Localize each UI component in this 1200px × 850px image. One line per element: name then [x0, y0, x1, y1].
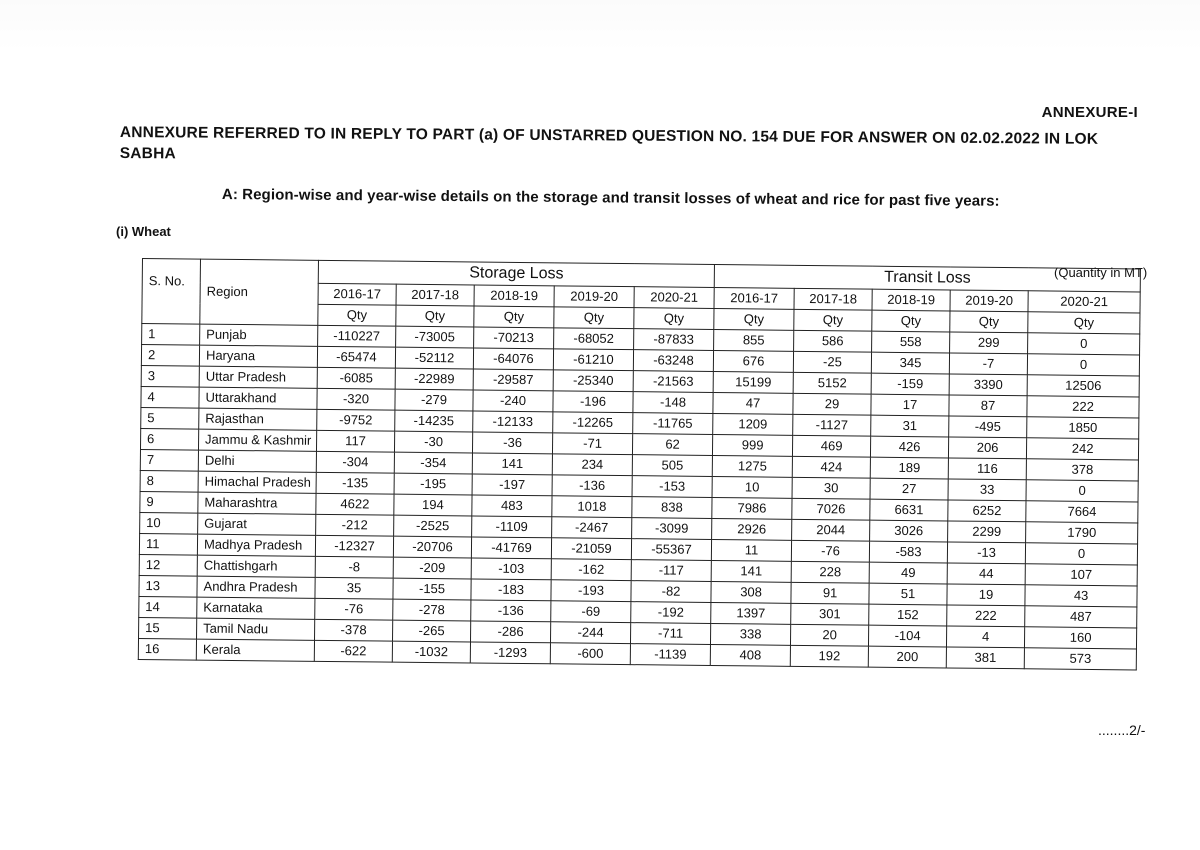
transit-loss-cell: 206: [949, 437, 1027, 459]
storage-loss-cell: -286: [470, 621, 550, 643]
transit-loss-cell: 3390: [949, 374, 1027, 396]
storage-loss-cell: -162: [551, 559, 631, 581]
storage-loss-cell: -148: [633, 392, 713, 414]
transit-loss-cell: 10: [712, 476, 792, 498]
storage-loss-cell: -14235: [395, 410, 473, 432]
transit-loss-cell: 1790: [1026, 522, 1138, 544]
transit-loss-cell: 1275: [712, 455, 792, 477]
storage-loss-cell: 234: [552, 454, 632, 476]
storage-loss-cell: -110227: [318, 325, 396, 347]
transit-loss-cell: 7986: [712, 497, 792, 519]
storage-loss-cell: -212: [316, 514, 394, 536]
region-cell: Chattishgarh: [197, 555, 315, 577]
region-cell: Kerala: [196, 639, 314, 661]
storage-loss-cell: -103: [471, 558, 551, 580]
storage-loss-cell: -195: [394, 473, 472, 495]
transit-loss-cell: 15199: [713, 371, 793, 393]
storage-qty-header: Qty: [554, 307, 634, 329]
storage-loss-cell: 35: [315, 577, 393, 599]
region-cell: Maharashtra: [198, 492, 316, 514]
storage-loss-cell: -278: [393, 599, 471, 621]
transit-loss-cell: -25: [793, 351, 871, 373]
storage-year-header: 2018-19: [474, 285, 554, 307]
transit-loss-cell: -13: [947, 542, 1025, 564]
page-continuation: ........2/-: [1098, 722, 1146, 738]
annexure-tag: ANNEXURE-I: [1041, 104, 1138, 121]
transit-loss-cell: 4: [947, 626, 1025, 648]
section-subheading: A: Region-wise and year-wise details on the storage and transit losses of wheat and rice for past five years:: [221, 186, 1000, 210]
storage-loss-cell: -1293: [470, 642, 550, 664]
transit-loss-cell: 141: [711, 560, 791, 582]
transit-loss-cell: 378: [1026, 459, 1138, 481]
storage-loss-cell: -41769: [471, 537, 551, 559]
transit-loss-cell: 107: [1025, 564, 1137, 586]
transit-qty-header: Qty: [950, 311, 1028, 333]
storage-loss-cell: -25340: [553, 370, 633, 392]
region-cell: Gujarat: [198, 513, 316, 535]
transit-loss-cell: -583: [869, 541, 947, 563]
sno-header: S. No.: [142, 259, 201, 325]
storage-loss-cell: 4622: [316, 493, 394, 515]
transit-loss-cell: 242: [1027, 438, 1139, 460]
transit-loss-cell: 1850: [1027, 417, 1139, 439]
transit-loss-cell: 91: [791, 582, 869, 604]
storage-loss-cell: -73005: [396, 326, 474, 348]
storage-qty-header: Qty: [396, 305, 474, 327]
sno-cell: 15: [139, 617, 197, 639]
storage-loss-cell: -136: [471, 600, 551, 622]
sno-cell: 8: [140, 470, 198, 492]
storage-loss-cell: -320: [317, 388, 395, 410]
transit-loss-cell: 20: [791, 624, 869, 646]
region-cell: Punjab: [200, 324, 318, 346]
storage-loss-cell: -68052: [554, 328, 634, 350]
transit-loss-cell: 308: [711, 581, 791, 603]
transit-loss-cell: 12506: [1027, 375, 1139, 397]
storage-loss-cell: -61210: [553, 349, 633, 371]
storage-loss-cell: -36: [472, 432, 552, 454]
transit-loss-cell: 152: [869, 604, 947, 626]
sno-cell: 16: [138, 638, 196, 660]
storage-qty-header: Qty: [634, 308, 714, 330]
storage-qty-header: Qty: [474, 306, 554, 328]
sno-cell: 1: [142, 324, 200, 346]
sno-cell: 14: [139, 596, 197, 618]
storage-year-header: 2019-20: [554, 286, 634, 308]
storage-loss-cell: -622: [314, 640, 392, 662]
storage-loss-cell: -1139: [630, 644, 710, 666]
transit-loss-cell: 0: [1028, 333, 1140, 355]
storage-loss-cell: 838: [632, 497, 712, 519]
storage-loss-cell: -29587: [473, 369, 553, 391]
storage-loss-cell: -279: [395, 389, 473, 411]
storage-loss-cell: 194: [394, 494, 472, 516]
storage-loss-cell: -76: [315, 598, 393, 620]
storage-loss-header: Storage Loss: [318, 260, 714, 287]
sno-cell: 10: [140, 512, 198, 534]
storage-loss-cell: -69: [551, 601, 631, 623]
transit-loss-cell: 0: [1026, 480, 1138, 502]
transit-loss-cell: 469: [793, 435, 871, 457]
sno-cell: 5: [141, 407, 199, 429]
storage-loss-cell: -22989: [395, 368, 473, 390]
storage-year-header: 2020-21: [634, 287, 714, 309]
transit-year-header: 2020-21: [1028, 291, 1140, 313]
storage-loss-cell: -82: [631, 581, 711, 603]
transit-loss-cell: 586: [794, 330, 872, 352]
transit-loss-cell: 558: [872, 331, 950, 353]
transit-qty-header: Qty: [794, 309, 872, 331]
commodity-label: (i) Wheat: [116, 224, 171, 239]
transit-loss-cell: 338: [711, 623, 791, 645]
storage-loss-cell: -196: [553, 391, 633, 413]
transit-qty-header: Qty: [714, 308, 794, 330]
storage-loss-cell: -65474: [317, 346, 395, 368]
sno-cell: 2: [141, 345, 199, 367]
sno-cell: 7: [140, 449, 198, 471]
transit-loss-cell: 299: [950, 332, 1028, 354]
sno-cell: 6: [140, 428, 198, 450]
storage-loss-cell: -197: [472, 474, 552, 496]
transit-loss-cell: 222: [1027, 396, 1139, 418]
storage-loss-cell: -12133: [473, 411, 553, 433]
storage-loss-cell: -30: [394, 431, 472, 453]
transit-loss-cell: 6252: [948, 500, 1026, 522]
transit-loss-cell: 222: [947, 605, 1025, 627]
storage-loss-cell: -52112: [395, 347, 473, 369]
storage-loss-cell: -135: [316, 472, 394, 494]
transit-loss-cell: 7664: [1026, 501, 1138, 523]
storage-loss-cell: -71: [552, 433, 632, 455]
storage-loss-cell: -209: [393, 557, 471, 579]
transit-loss-cell: 1397: [711, 602, 791, 624]
transit-year-header: 2018-19: [872, 289, 950, 311]
storage-loss-cell: 117: [316, 430, 394, 452]
transit-loss-cell: 2299: [948, 521, 1026, 543]
storage-loss-cell: 483: [472, 495, 552, 517]
transit-loss-cell: 192: [790, 645, 868, 667]
storage-loss-cell: -304: [316, 451, 394, 473]
storage-loss-cell: -9752: [317, 409, 395, 431]
transit-loss-cell: 47: [713, 392, 793, 414]
transit-loss-cell: 676: [713, 350, 793, 372]
transit-loss-cell: 160: [1025, 627, 1137, 649]
storage-loss-cell: -183: [471, 579, 551, 601]
storage-loss-cell: -64076: [473, 348, 553, 370]
transit-loss-cell: 855: [714, 329, 794, 351]
transit-year-header: 2016-17: [714, 287, 794, 309]
storage-loss-cell: -1032: [392, 641, 470, 663]
storage-loss-cell: -240: [473, 390, 553, 412]
transit-loss-cell: -76: [791, 540, 869, 562]
transit-loss-cell: 31: [871, 415, 949, 437]
transit-loss-cell: 5152: [793, 372, 871, 394]
sno-cell: 4: [141, 386, 199, 408]
storage-loss-cell: -87833: [634, 329, 714, 351]
transit-loss-cell: 999: [713, 434, 793, 456]
unit-note: (Quantity in MT): [1054, 265, 1148, 280]
transit-loss-cell: -495: [949, 416, 1027, 438]
storage-loss-cell: -21059: [551, 538, 631, 560]
transit-loss-cell: 2926: [712, 518, 792, 540]
storage-loss-cell: -55367: [631, 539, 711, 561]
region-cell: Madhya Pradesh: [197, 534, 315, 556]
transit-qty-header: Qty: [872, 310, 950, 332]
table-header: [142, 259, 1141, 334]
storage-loss-cell: -2467: [552, 517, 632, 539]
region-cell: Uttarakhand: [199, 387, 317, 409]
transit-loss-cell: 424: [792, 456, 870, 478]
region-cell: Andhra Pradesh: [197, 576, 315, 598]
loss-table-wrapper: [138, 258, 1140, 670]
transit-loss-cell: 87: [949, 395, 1027, 417]
storage-loss-cell: 505: [632, 455, 712, 477]
transit-loss-cell: 43: [1025, 585, 1137, 607]
storage-loss-cell: -192: [631, 602, 711, 624]
storage-loss-cell: -70213: [474, 327, 554, 349]
transit-loss-cell: -159: [871, 373, 949, 395]
transit-loss-cell: 0: [1027, 354, 1139, 376]
transit-loss-cell: 51: [869, 583, 947, 605]
region-cell: Tamil Nadu: [197, 618, 315, 640]
storage-loss-cell: -117: [631, 560, 711, 582]
transit-loss-cell: 17: [871, 394, 949, 416]
transit-loss-cell: 29: [793, 393, 871, 415]
storage-loss-cell: -11765: [633, 413, 713, 435]
region-cell: Jammu & Kashmir: [198, 429, 316, 451]
transit-loss-cell: 228: [791, 561, 869, 583]
transit-loss-cell: 426: [871, 436, 949, 458]
storage-loss-cell: -6085: [317, 367, 395, 389]
transit-loss-cell: 19: [947, 584, 1025, 606]
transit-loss-cell: 408: [710, 644, 790, 666]
transit-loss-cell: 27: [870, 478, 948, 500]
storage-year-header: 2017-18: [396, 284, 474, 306]
storage-loss-cell: 141: [472, 453, 552, 475]
region-header: Region: [200, 259, 319, 325]
region-cell: Rajasthan: [199, 408, 317, 430]
storage-loss-cell: -244: [550, 622, 630, 644]
sno-cell: 12: [139, 554, 197, 576]
transit-loss-cell: 30: [792, 477, 870, 499]
page-heading: ANNEXURE REFERRED TO IN REPLY TO PART (a) OF UNSTARRED QUESTION NO. 154 DUE FOR ANSWER ON 02.02.2022 IN LOK SABHA: [119, 123, 1099, 163]
storage-loss-cell: -155: [393, 578, 471, 600]
region-cell: Himachal Pradesh: [198, 471, 316, 493]
sno-cell: 9: [140, 491, 198, 513]
storage-loss-cell: -378: [315, 619, 393, 641]
storage-loss-cell: -8: [315, 556, 393, 578]
storage-loss-cell: -12327: [315, 535, 393, 557]
storage-loss-cell: -63248: [633, 350, 713, 372]
transit-loss-cell: 7026: [792, 498, 870, 520]
region-cell: Karnataka: [197, 597, 315, 619]
storage-year-header: 2016-17: [318, 283, 396, 305]
loss-table: [138, 258, 1141, 670]
transit-loss-cell: 573: [1024, 648, 1136, 670]
transit-loss-cell: 200: [868, 646, 946, 668]
transit-loss-cell: 381: [946, 647, 1024, 669]
storage-loss-cell: -20706: [393, 536, 471, 558]
transit-loss-cell: 189: [870, 457, 948, 479]
transit-loss-cell: 44: [947, 563, 1025, 585]
transit-loss-cell: 487: [1025, 606, 1137, 628]
sno-cell: 13: [139, 575, 197, 597]
transit-loss-cell: 116: [948, 458, 1026, 480]
storage-loss-cell: -3099: [632, 518, 712, 540]
transit-loss-cell: 11: [711, 539, 791, 561]
table-body: [138, 324, 1140, 670]
sno-cell: 11: [139, 533, 197, 555]
storage-loss-cell: -711: [630, 623, 710, 645]
transit-loss-cell: 0: [1025, 543, 1137, 565]
transit-loss-header: Transit Loss: [714, 264, 1140, 291]
region-cell: Uttar Pradesh: [199, 366, 317, 388]
storage-loss-cell: 62: [632, 434, 712, 456]
storage-loss-cell: -21563: [633, 371, 713, 393]
transit-qty-header: Qty: [1028, 312, 1140, 334]
storage-loss-cell: -1109: [472, 516, 552, 538]
storage-loss-cell: -600: [550, 643, 630, 665]
transit-loss-cell: 33: [948, 479, 1026, 501]
transit-loss-cell: 2044: [792, 519, 870, 541]
sno-cell: 3: [141, 365, 199, 387]
storage-loss-cell: -12265: [553, 412, 633, 434]
transit-loss-cell: 301: [791, 603, 869, 625]
storage-loss-cell: -2525: [394, 515, 472, 537]
region-cell: Delhi: [198, 450, 316, 472]
transit-loss-cell: 6631: [870, 499, 948, 521]
transit-loss-cell: 49: [869, 562, 947, 584]
transit-loss-cell: -7: [949, 353, 1027, 375]
transit-loss-cell: -1127: [793, 414, 871, 436]
transit-year-header: 2017-18: [794, 288, 872, 310]
storage-loss-cell: 1018: [552, 496, 632, 518]
transit-year-header: 2019-20: [950, 290, 1028, 312]
storage-loss-cell: -354: [394, 452, 472, 474]
storage-qty-header: Qty: [318, 304, 396, 326]
transit-loss-cell: -104: [869, 625, 947, 647]
region-cell: Haryana: [199, 345, 317, 367]
transit-loss-cell: 1209: [713, 413, 793, 435]
storage-loss-cell: -153: [632, 476, 712, 498]
storage-loss-cell: -193: [551, 580, 631, 602]
transit-loss-cell: 345: [871, 352, 949, 374]
transit-loss-cell: 3026: [870, 520, 948, 542]
storage-loss-cell: -265: [393, 620, 471, 642]
storage-loss-cell: -136: [552, 475, 632, 497]
